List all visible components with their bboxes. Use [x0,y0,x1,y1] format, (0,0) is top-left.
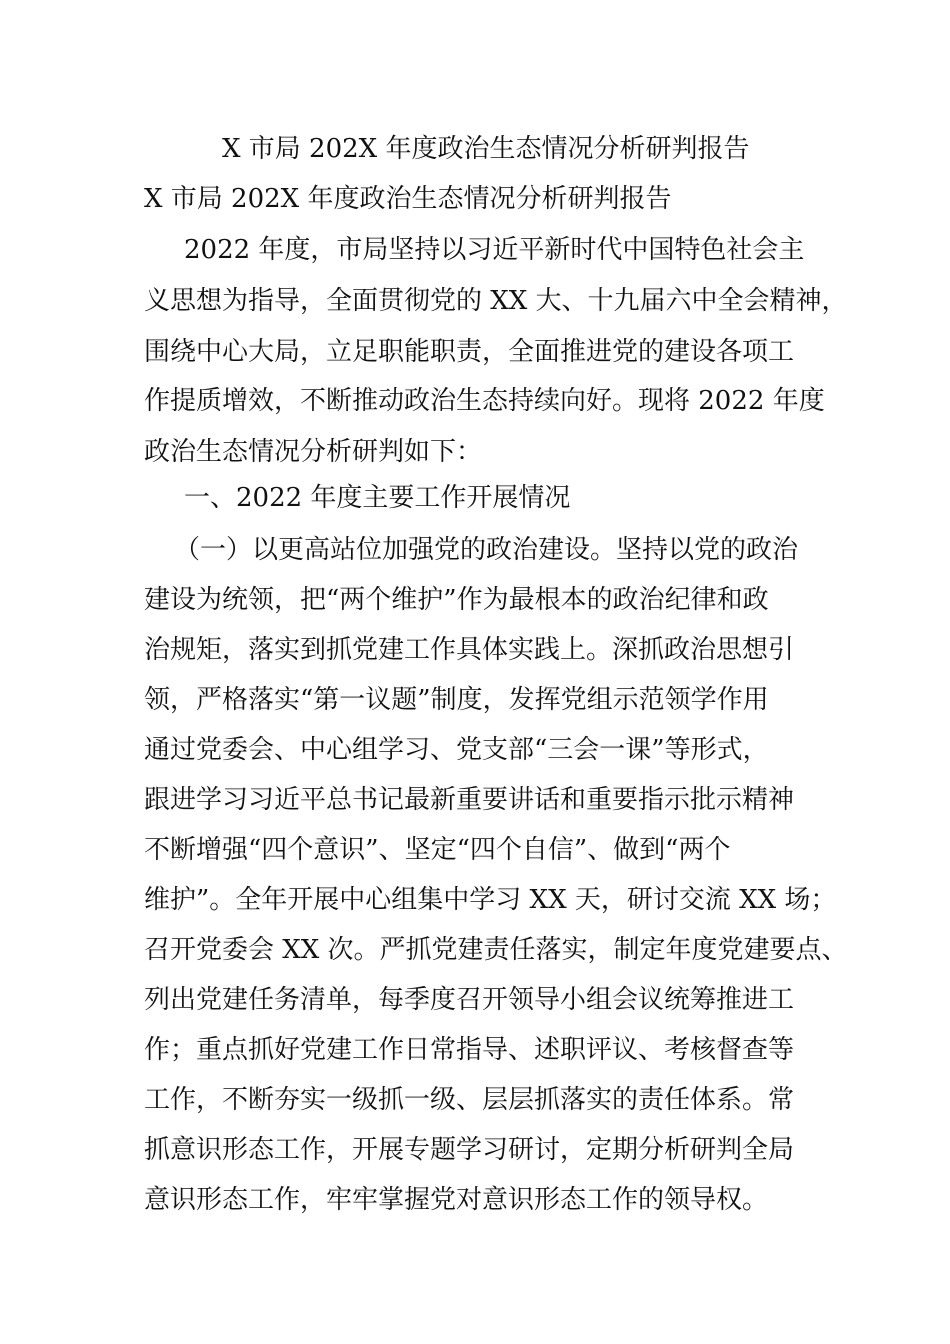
section-line: 列出党建任务清单，每季度召开领导小组会议统筹推进工 [144,985,795,1015]
intro-line: 2022 年度，市局坚持以习近平新时代中国特色社会主 [184,235,805,265]
document-title: X 市局 202X 年度政治生态情况分析研判报告 [222,134,750,164]
section-line: 作；重点抓好党建工作日常指导、述职评议、考核督查等 [144,1035,795,1065]
section-line: 意识形态工作，牢牢掌握党对意识形态工作的领导权。 [144,1185,769,1215]
document-title-repeat: X 市局 202X 年度政治生态情况分析研判报告 [144,184,672,214]
section-heading: 一、2022 年度主要工作开展情况 [184,483,571,513]
section-line: 领，严格落实“第一议题”制度，发挥党组示范领学作用 [144,685,769,715]
section-line: 抓意识形态工作，开展专题学习研讨，定期分析研判全局 [144,1135,795,1165]
section-line: 跟进学习习近平总书记最新重要讲话和重要指示批示精神 [144,785,795,815]
section-line: 通过党委会、中心组学习、党支部“三会一课”等形式， [144,735,769,765]
intro-line: 作提质增效，不断推动政治生态持续向好。现将 2022 年度 [144,386,825,416]
intro-line: 政治生态情况分析研判如下： [144,437,483,467]
section-line: （一）以更高站位加强党的政治建设。坚持以党的政治 [174,535,799,565]
section-line: 维护”。全年开展中心组集中学习 XX 天，研讨交流 XX 场； [144,885,837,915]
section-line: 工作，不断夯实一级抓一级、层层抓落实的责任体系。常 [144,1085,795,1115]
section-line: 召开党委会 XX 次。严抓党建责任落实，制定年度党建要点、 [144,935,848,965]
intro-line: 义思想为指导，全面贯彻党的 XX 大、十九届六中全会精神， [144,286,848,316]
section-line: 建设为统领，把“两个维护”作为最根本的政治纪律和政 [144,585,769,615]
section-line: 治规矩，落实到抓党建工作具体实践上。深抓政治思想引 [144,635,795,665]
section-line: 不断增强“四个意识”、坚定“四个自信”、做到“两个 [144,835,731,865]
intro-line: 围绕中心大局，立足职能职责，全面推进党的建设各项工 [144,337,795,367]
